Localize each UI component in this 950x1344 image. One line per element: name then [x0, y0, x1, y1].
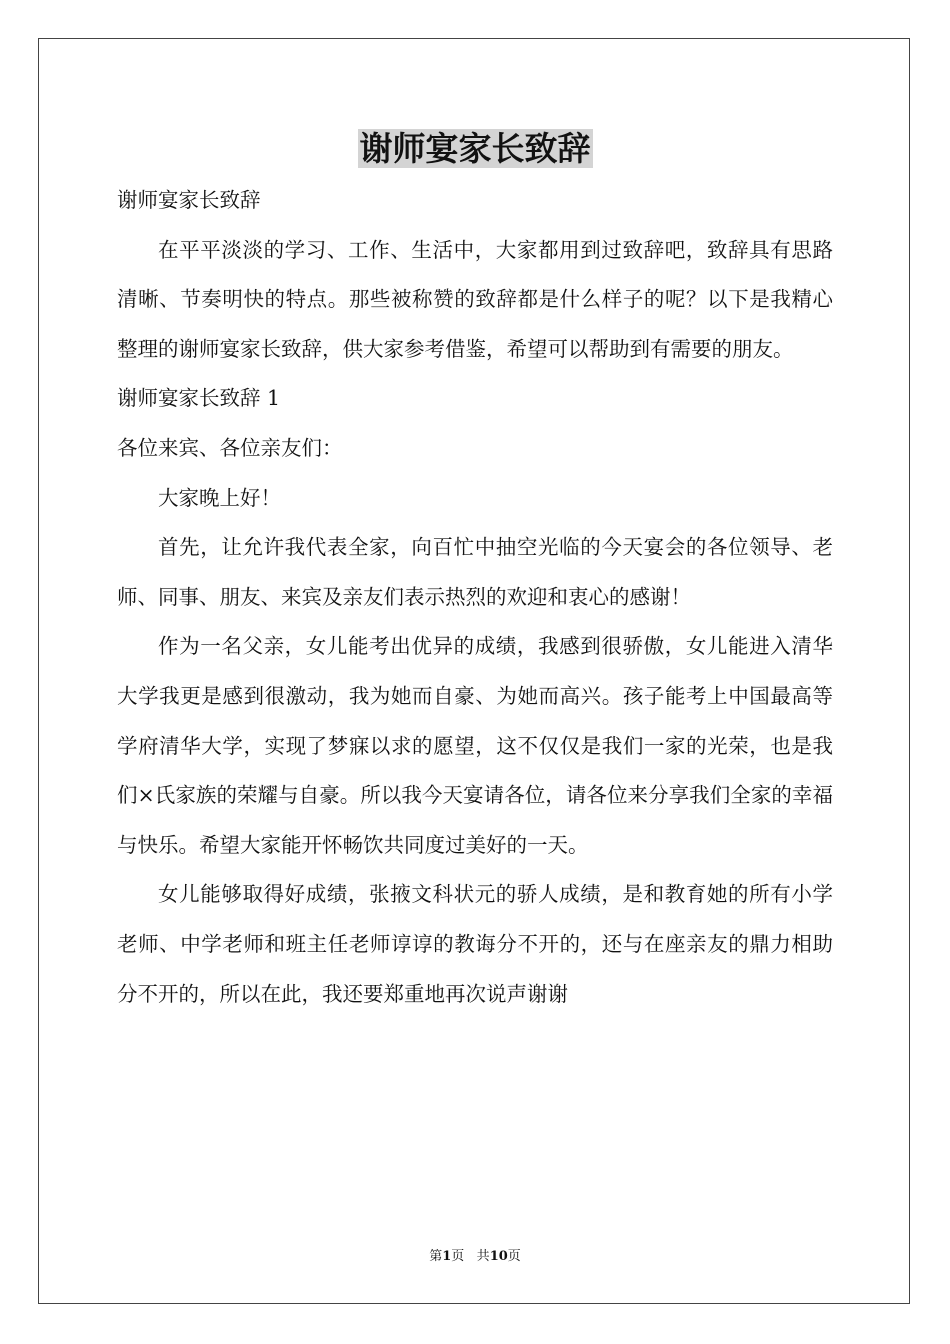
paragraph-subtitle: 谢师宴家长致辞 [117, 188, 261, 212]
document-body [117, 176, 833, 1019]
page-footer [0, 1248, 950, 1266]
paragraph-pride: 作为一名父亲，女儿能考出优异的成绩，我感到很骄傲，女儿能进入清华大学我更是感到很激动，我为她而自豪、为她而高兴。孩子能考上中国最高等学府清华大学，实现了梦寐以求的愿望，这不仅仅是我们一家的光荣，也是我们×氏家族的荣耀与自豪。所以我今天宴请各位，请各位来分享我们全家的幸福与快乐。希望大家能开怀畅饮共同度过美好的一天。 [117, 634, 833, 857]
page-number-current: 1 [442, 1249, 452, 1264]
document-title [0, 124, 950, 174]
page-number-total: 10 [489, 1249, 508, 1264]
page-number-suffix: 页 [451, 1249, 465, 1264]
page-total-prefix: 共 [476, 1249, 490, 1264]
section-heading: 谢师宴家长致辞 1 [117, 386, 281, 411]
page-total-suffix: 页 [507, 1249, 521, 1264]
paragraph-salutation: 各位来宾、各位亲友们： [117, 435, 343, 460]
paragraph-greeting: 大家晚上好！ [158, 485, 281, 510]
paragraph-intro: 在平平淡淡的学习、工作、生活中，大家都用到过致辞吧，致辞具有思路清晰、节奏明快的特点。那些被称赞的致辞都是什么样子的呢？以下是我精心整理的谢师宴家长致辞，供大家参考借鉴，希望可以帮助到有需要的朋友。 [117, 237, 833, 361]
document-title-text: 谢师宴家长致辞 [359, 129, 591, 168]
paragraph-thanks: 女儿能够取得好成绩，张掖文科状元的骄人成绩，是和教育她的所有小学老师、中学老师和班主任老师谆谆的教诲分不开的，还与在座亲友的鼎力相助分不开的，所以在此，我还要郑重地再次说声谢谢 [117, 882, 833, 1006]
paragraph-welcome: 首先，让允许我代表全家，向百忙中抽空光临的今天宴会的各位领导、老师、同事、朋友、来宾及亲友们表示热烈的欢迎和衷心的感谢！ [117, 535, 833, 609]
page-number-prefix: 第 [429, 1249, 443, 1264]
